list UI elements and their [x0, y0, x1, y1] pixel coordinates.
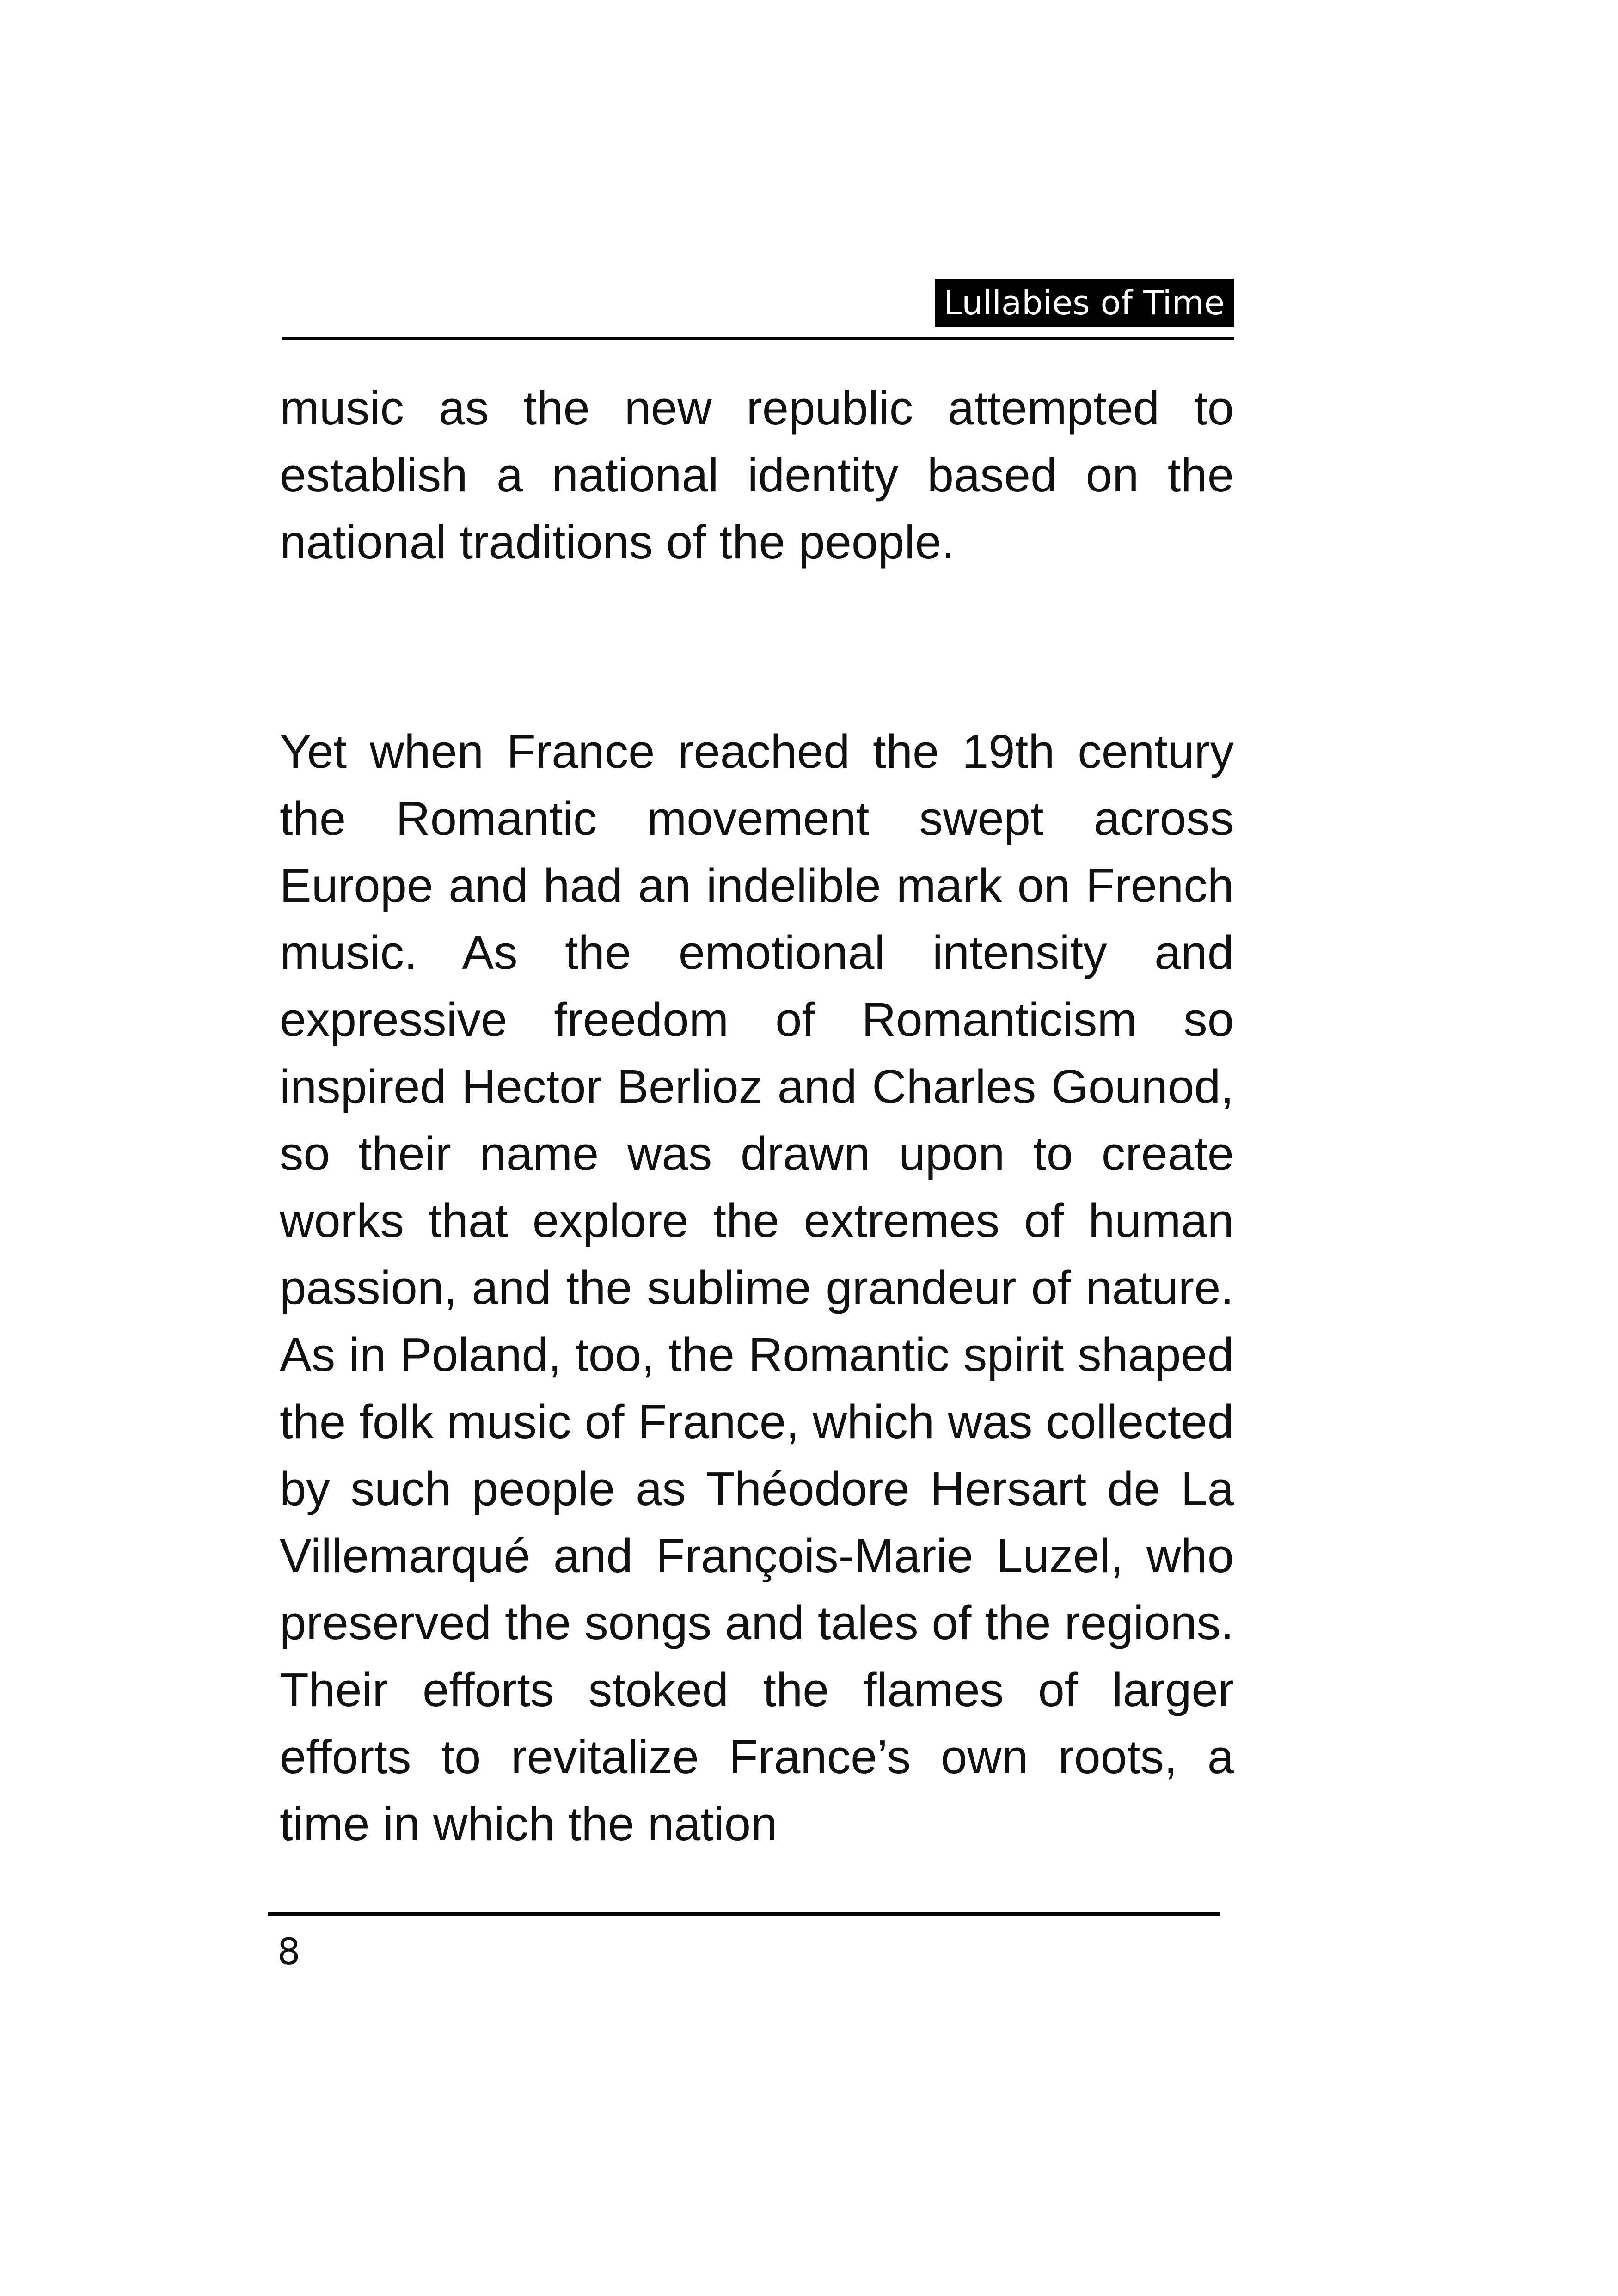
body-text-block-2	[280, 718, 1234, 1857]
page-number: 8	[277, 1931, 300, 1973]
paragraph: Yet when France reached the 19th century the Romantic movement swept across Europe and had an indelible mark on French music. As the emotional intensity and expressive freedom of Romanticism so inspired Hector Berlioz and Charles Gounod, so their name was drawn upon to create works that explore the extremes of human passion, and the sublime grandeur of nature. As in Poland, too, the Romantic spirit shaped the folk music of France, which was collected by such people as Théodore Hersart de La Villemarqué and François-Marie Luzel, who preserved the songs and tales of the regions. Their efforts stoked the flames of larger efforts to revitalize France’s own roots, a time in which the nation	[280, 725, 1234, 1850]
header-rule	[282, 337, 1234, 340]
running-header-title: Lullabies of Time	[935, 279, 1234, 327]
footer-rule	[268, 1912, 1220, 1916]
body-text-block-1	[280, 374, 1234, 576]
paragraph: music as the new republic attempted to establish a national identity based on the national traditions of the people.	[280, 381, 1234, 569]
